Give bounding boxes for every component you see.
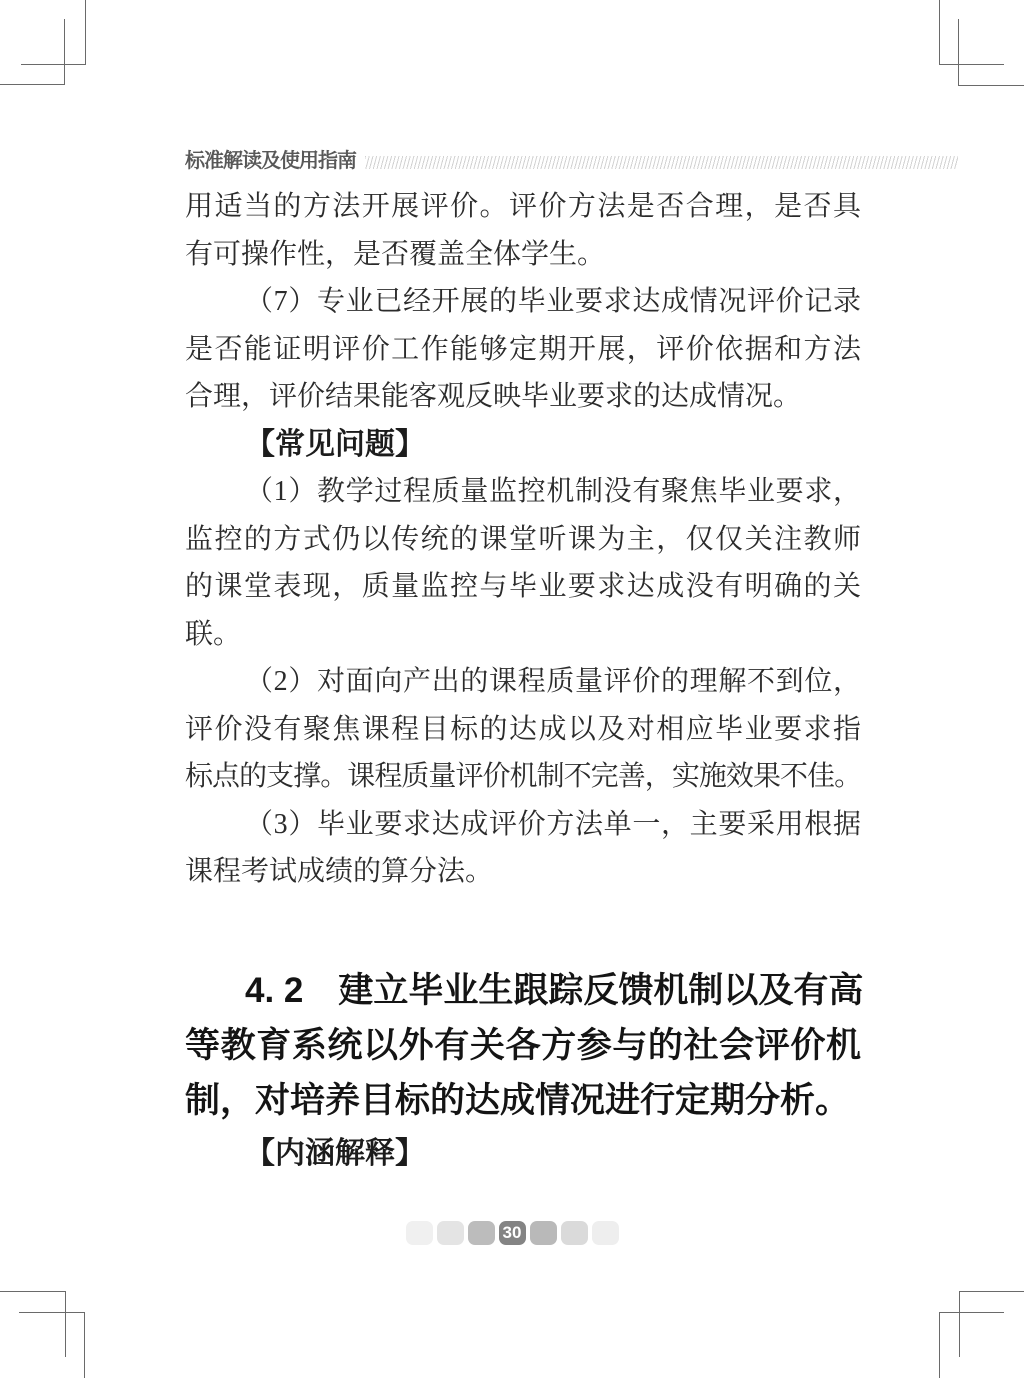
connotation-label: 【内涵解释】 (245, 1137, 425, 1170)
body-line: 标点的支撑。课程质量评价机制不完善，实施效果不佳。 (185, 761, 861, 792)
body-line: （2）对面向产出的课程质量评价的理解不到位， (245, 666, 861, 697)
body-line: 有可操作性，是否覆盖全体学生。 (185, 238, 606, 270)
pager-square (437, 1221, 464, 1245)
body-line: 评价没有聚焦课程目标的达成以及对相应毕业要求指 (185, 713, 861, 745)
body-line: 监控的方式仍以传统的课堂听课为主，仅仅关注教师 (185, 523, 861, 555)
body-line: 是否能证明评价工作能够定期开展，评价依据和方法 (185, 333, 861, 365)
pager-square (592, 1221, 619, 1245)
body-text (185, 183, 861, 896)
crop-mark-top-left-inner (0, 19, 65, 85)
running-header (185, 148, 958, 174)
body-line: 用适当的方法开展评价。评价方法是否合理，是否具 (185, 191, 861, 222)
section-heading-line: 4. 2 建立毕业生跟踪反馈机制以及有高 (245, 971, 864, 1010)
running-header-title: 标准解读及使用指南 (185, 150, 356, 172)
body-line: （1）教学过程质量监控机制没有聚焦毕业要求， (245, 476, 861, 507)
page-number-badge: 30 (499, 1221, 526, 1245)
body-line: （3）毕业要求达成评价方法单一，主要采用根据 (245, 808, 861, 840)
body-line: 合理，评价结果能客观反映毕业要求的达成情况。 (185, 381, 802, 412)
pager-square (406, 1221, 433, 1245)
footer-pager (0, 1221, 1024, 1245)
body-line: 的课堂表现，质量监控与毕业要求达成没有明确的关 (185, 571, 861, 602)
pager-square (561, 1221, 588, 1245)
crop-mark-bottom-left-inner (19, 1312, 85, 1378)
pager-square (468, 1221, 495, 1245)
body-line: 课程考试成绩的算分法。 (185, 856, 494, 887)
crop-mark-bottom-right-inner (939, 1312, 1004, 1378)
pager-square (530, 1221, 557, 1245)
body-line: （7）专业已经开展的毕业要求达成情况评价记录 (245, 286, 861, 317)
section-heading-line: 制，对培养目标的达成情况进行定期分析。 (185, 1081, 851, 1120)
common-problems-label: 【常见问题】 (245, 427, 425, 461)
body-line: 联。 (185, 618, 242, 650)
section-heading-line: 等教育系统以外有关各方参与的社会评价机 (185, 1026, 861, 1065)
crop-mark-top-right-inner (958, 19, 1024, 86)
section-heading-4-2 (185, 963, 864, 1128)
header-hatch-rule (365, 156, 958, 169)
